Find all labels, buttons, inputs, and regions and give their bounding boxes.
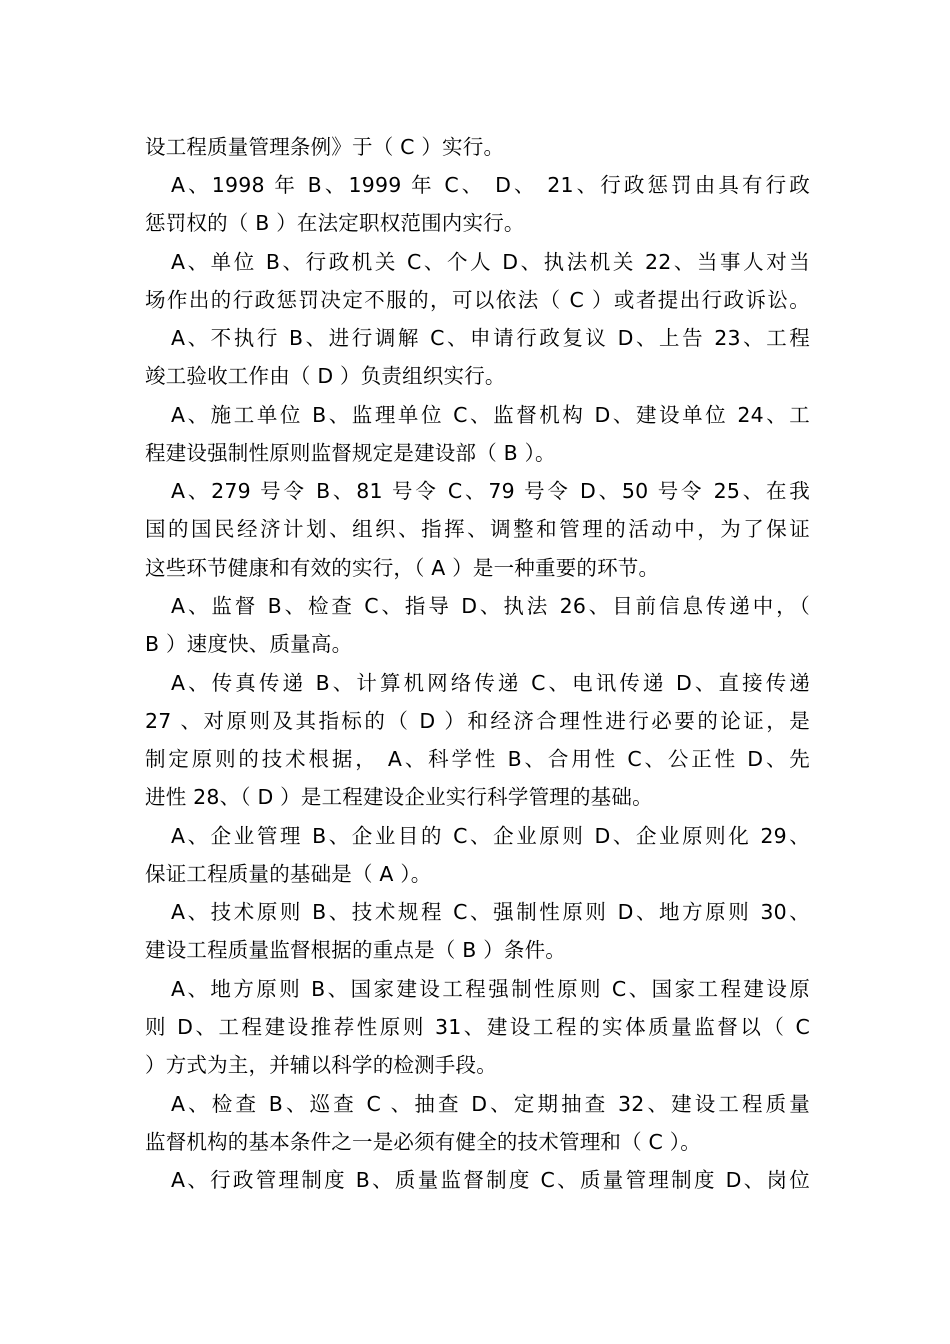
text-line: 国的国民经济计划、组织、指挥、调整和管理的活动中，为了保证 (145, 517, 810, 541)
text-line: A、单位 B、行政机关 C、个人 D、执法机关 22、当事人对当 (171, 250, 810, 274)
text-line: A、企业管理 B、企业目的 C、企业原则 D、企业原则化 29、 (171, 824, 810, 848)
text-line: 制定原则的技术根据， A、科学性 B、合用性 C、公正性 D、先 (145, 747, 810, 771)
text-line: 程建设强制性原则监督规定是建设部（ B ）。 (145, 441, 556, 465)
text-line: A、行政管理制度 B、质量监督制度 C、质量管理制度 D、岗位 (171, 1168, 810, 1192)
text-line: ）方式为主，并辅以科学的检测手段。 (145, 1053, 497, 1077)
text-line: 监督机构的基本条件之一是必须有健全的技术管理和（ C ）。 (145, 1130, 701, 1154)
text-line: 进性 28、（ D ）是工程建设企业实行科学管理的基础。 (145, 785, 653, 809)
text-line: 建设工程质量监督根据的重点是（ B ）条件。 (145, 938, 566, 962)
text-line: A、施工单位 B、监理单位 C、监督机构 D、建设单位 24、工 (171, 403, 810, 427)
text-line: A、不执行 B、进行调解 C、申请行政复议 D、上告 23、工程 (171, 326, 810, 350)
text-line: 则 D、工程建设推荐性原则 31、建设工程的实体质量监督以（ C (145, 1015, 810, 1039)
text-line: A、传真传递 B、计算机网络传递 C、电讯传递 D、直接传递 (171, 671, 810, 695)
text-line: 保证工程质量的基础是（ A ）。 (145, 862, 432, 886)
text-line: 27 、对原则及其指标的（ D ）和经济合理性进行必要的论证，是 (145, 709, 810, 733)
text-line: A、监督 B、检查 C、指导 D、执法 26、目前信息传递中，（ (171, 594, 810, 618)
text-line: B ）速度快、质量高。 (145, 632, 353, 656)
text-line: A、检查 B、巡查 C 、抽查 D、定期抽查 32、建设工程质量 (171, 1092, 810, 1116)
text-line: A、地方原则 B、国家建设工程强制性原则 C、国家工程建设原 (171, 977, 810, 1001)
text-line: 设工程质量管理条例》于（ C ）实行。 (145, 135, 505, 159)
text-line: 场作出的行政惩罚决定不服的，可以依法（ C ）或者提出行政诉讼。 (145, 288, 810, 312)
text-line: A、1998 年 B、1999 年 C、 D、 21、行政惩罚由具有行政 (171, 173, 810, 197)
text-line: 惩罚权的（ B ）在法定职权范围内实行。 (145, 211, 525, 235)
text-line: 竣工验收工作由（ D ）负责组织实行。 (145, 364, 506, 388)
text-line: 这些环节健康和有效的实行，（ A ）是一种重要的环节。 (145, 556, 660, 580)
text-line: A、技术原则 B、技术规程 C、强制性原则 D、地方原则 30、 (171, 900, 810, 924)
text-line: A、279 号令 B、81 号令 C、79 号令 D、50 号令 25、在我 (171, 479, 810, 503)
